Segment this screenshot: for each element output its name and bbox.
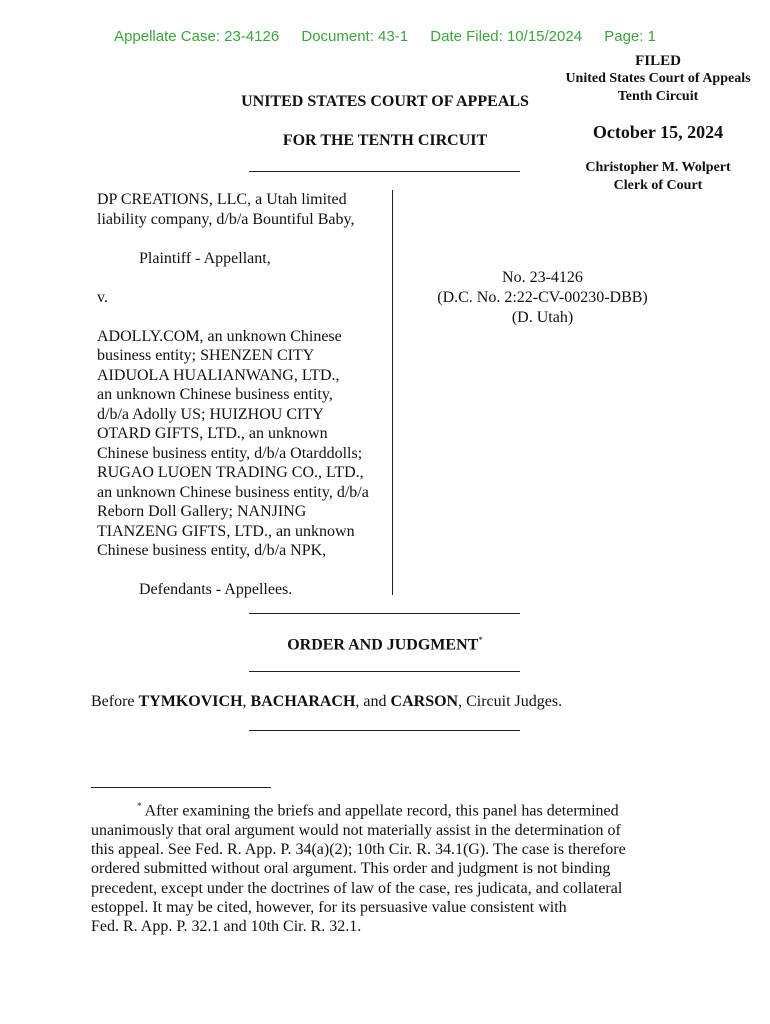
- plaintiff-line: liability company, d/b/a Bountiful Baby,: [97, 210, 355, 228]
- footnote-line: unanimously that oral argument would not materially assist in the determination of: [91, 821, 621, 839]
- defendant-line: ADOLLY.COM, an unknown Chinese: [97, 327, 342, 345]
- defendant-line: AIDUOLA HUALIANWANG, LTD.,: [97, 366, 340, 384]
- circuit-title: FOR THE TENTH CIRCUIT: [282, 132, 488, 149]
- defendant-line: Chinese business entity, d/b/a Otarddolls;: [97, 444, 363, 462]
- header-date-filed: Date Filed: 10/15/2024: [430, 28, 583, 45]
- footnote-line: estoppel. It may be cited, however, for its persuasive value consistent with: [91, 898, 567, 916]
- defendant-line: TIANZENG GIFTS, LTD., an unknown: [97, 522, 355, 540]
- stamp-circuit: Tenth Circuit: [617, 89, 699, 104]
- stamp-date: October 15, 2024: [592, 122, 724, 142]
- footnote-mark: *: [478, 635, 483, 645]
- header-document: Document: 43-1: [301, 28, 409, 45]
- order-title: [200, 635, 570, 654]
- case-caption: [97, 190, 392, 600]
- judge-name: TYMKOVICH: [138, 693, 243, 710]
- footnote-line: * After examining the briefs and appellate record, this panel has determined: [137, 801, 619, 820]
- defendant-line: an unknown Chinese business entity, d/b/a: [97, 483, 369, 501]
- defendant-line: an unknown Chinese business entity,: [97, 386, 333, 403]
- appellate-header: [0, 28, 770, 45]
- caption-vertical-rule: [392, 190, 393, 595]
- footnote-line: this appeal. See Fed. R. App. P. 34(a)(2); 10th Cir. R. 34.1(G). The case is therefore: [91, 840, 626, 858]
- judge-name: BACHARACH: [250, 693, 356, 710]
- before-suffix: , Circuit Judges.: [458, 693, 563, 710]
- footnote-mark: *: [137, 801, 142, 811]
- case-number-block: [400, 268, 685, 328]
- footnote-rule: [91, 787, 271, 788]
- defendant-line: Chinese business entity, d/b/a NPK,: [97, 542, 327, 559]
- defendant-line: RUGAO LUOEN TRADING CO., LTD.,: [97, 464, 364, 481]
- divider-rule: [249, 671, 520, 672]
- divider-rule: [249, 613, 520, 614]
- versus: v.: [97, 288, 108, 306]
- stamp-clerk-name: Christopher M. Wolpert: [585, 160, 731, 175]
- order-title-text: ORDER AND JUDGMENT: [287, 636, 479, 654]
- header-page: Page: 1: [604, 28, 656, 45]
- separator: , and: [355, 693, 391, 710]
- district-case-number: (D.C. No. 2:22-CV-00230-DBB): [437, 289, 648, 306]
- judge-name: CARSON: [390, 693, 459, 710]
- divider-rule: [249, 730, 520, 731]
- stamp-filed: FILED: [635, 53, 681, 69]
- separator: ,: [242, 693, 251, 710]
- defendant-line: Reborn Doll Gallery; NANJING: [97, 503, 307, 520]
- case-number: No. 23-4126: [502, 269, 583, 286]
- header-case: Appellate Case: 23-4126: [114, 28, 280, 45]
- before-prefix: Before: [91, 693, 139, 710]
- defendant-role: Defendants - Appellees.: [139, 581, 293, 598]
- footnote-line: precedent, except under the doctrines of law of the case, res judicata, and collateral: [91, 879, 623, 897]
- district: (D. Utah): [511, 309, 574, 326]
- defendant-line: OTARD GIFTS, LTD., an unknown: [97, 425, 328, 442]
- panel-judges: [91, 693, 711, 711]
- footnote-line: Fed. R. App. P. 32.1 and 10th Cir. R. 32.1.: [91, 918, 362, 936]
- defendant-line: business entity; SHENZEN CITY: [97, 347, 315, 364]
- footnote-line: ordered submitted without oral argument. This order and judgment is not binding: [91, 860, 611, 878]
- court-title: UNITED STATES COURT OF APPEALS: [241, 93, 529, 110]
- footnote: [91, 797, 691, 936]
- plaintiff-role: Plaintiff - Appellant,: [139, 249, 271, 267]
- stamp-clerk-title: Clerk of Court: [613, 178, 703, 193]
- defendant-line: d/b/a Adolly US; HUIZHOU CITY: [97, 405, 324, 423]
- divider-rule: [249, 171, 520, 172]
- plaintiff-line: DP CREATIONS, LLC, a Utah limited: [97, 191, 347, 208]
- stamp-court: United States Court of Appeals: [565, 71, 751, 86]
- filed-stamp: [548, 52, 768, 195]
